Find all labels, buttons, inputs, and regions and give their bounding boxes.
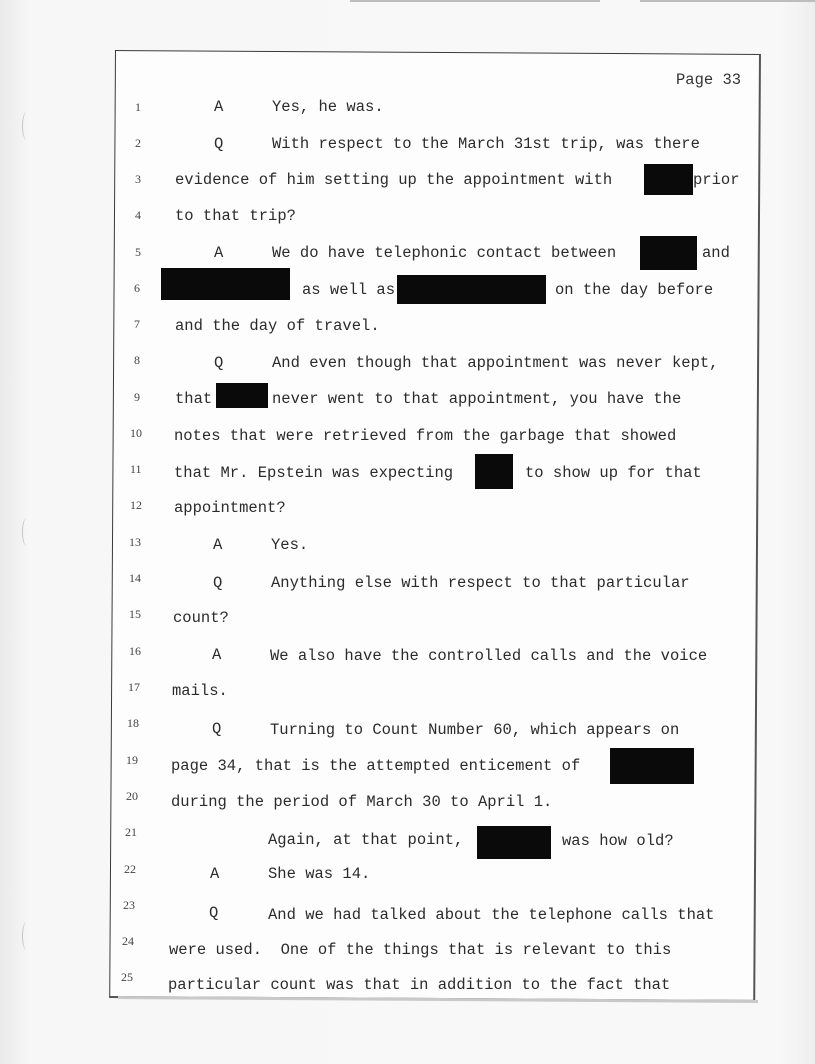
line-number: 9 bbox=[134, 390, 140, 404]
speaker-marker: A bbox=[213, 536, 223, 554]
redaction-box bbox=[477, 826, 551, 859]
transcript-text: Turning to Count Number 60, which appears on bbox=[270, 721, 680, 739]
page-number: Page 33 bbox=[676, 71, 742, 89]
line-number: 23 bbox=[123, 898, 135, 912]
speaker-marker: Q bbox=[212, 720, 222, 738]
line-number: 3 bbox=[135, 172, 141, 186]
speaker-marker: Q bbox=[214, 354, 224, 372]
transcript-text: to show up for that bbox=[525, 464, 702, 482]
line-number: 4 bbox=[135, 208, 141, 222]
line-number: 18 bbox=[127, 716, 139, 730]
transcript-text: Anything else with respect to that particular bbox=[271, 574, 690, 592]
transcript-text: And we had talked about the telephone calls that bbox=[268, 906, 715, 924]
transcript-text: as well as bbox=[302, 281, 396, 299]
line-number: 14 bbox=[129, 571, 141, 585]
line-number: 17 bbox=[128, 680, 140, 694]
transcript-text: And even though that appointment was never kept, bbox=[272, 354, 719, 372]
line-number: 8 bbox=[134, 353, 140, 367]
transcript-text: and bbox=[702, 244, 730, 262]
transcript-text: particular count was that in addition to the fact that bbox=[168, 976, 671, 994]
redaction-box bbox=[644, 164, 693, 195]
line-number: 11 bbox=[130, 462, 142, 476]
line-number: 10 bbox=[130, 426, 142, 440]
transcript-text: page 34, that is the attempted enticement of bbox=[171, 757, 581, 775]
speaker-marker: Q bbox=[209, 904, 219, 922]
scan-edge-line bbox=[640, 0, 815, 2]
line-number: 21 bbox=[125, 825, 137, 839]
redaction-box bbox=[475, 454, 513, 489]
redaction-box bbox=[161, 268, 290, 300]
speaker-marker: A bbox=[214, 244, 224, 262]
binder-hole-mark bbox=[22, 922, 31, 950]
transcript-text: appointment? bbox=[174, 499, 286, 517]
transcript-text: was how old? bbox=[562, 832, 674, 850]
transcript-text: that bbox=[175, 390, 213, 408]
transcript-text: Yes. bbox=[271, 536, 309, 554]
transcript-text: evidence of him setting up the appointment with bbox=[175, 171, 613, 189]
binder-hole-mark bbox=[22, 518, 31, 546]
scan-edge-line bbox=[350, 0, 600, 2]
line-number: 2 bbox=[135, 136, 141, 150]
speaker-marker: A bbox=[210, 865, 220, 883]
transcript-text: Yes, he was. bbox=[272, 98, 384, 116]
line-number: 19 bbox=[126, 753, 138, 767]
transcript-text: With respect to the March 31st trip, was there bbox=[272, 135, 700, 153]
line-number: 6 bbox=[134, 281, 140, 295]
transcript-text: We also have the controlled calls and the voice bbox=[270, 647, 708, 665]
transcript-text: We do have telephonic contact between bbox=[272, 244, 617, 262]
line-number: 15 bbox=[129, 607, 141, 621]
line-number: 20 bbox=[126, 789, 138, 803]
transcript-text: were used. One of the things that is relevant to this bbox=[169, 941, 672, 959]
speaker-marker: Q bbox=[214, 135, 224, 153]
transcript-text: Again, at that point, bbox=[268, 831, 464, 849]
speaker-marker: A bbox=[214, 98, 224, 116]
line-number: 12 bbox=[130, 498, 142, 512]
transcript-text: on the day before bbox=[555, 281, 714, 299]
line-number: 1 bbox=[135, 100, 141, 114]
redaction-box bbox=[216, 383, 268, 408]
transcript-text: never went to that appointment, you have the bbox=[272, 390, 682, 408]
line-number: 7 bbox=[134, 317, 140, 331]
line-number: 22 bbox=[124, 862, 136, 876]
transcript-text: mails. bbox=[172, 682, 228, 700]
transcript-text: count? bbox=[173, 609, 229, 627]
transcript-text: to that trip? bbox=[175, 207, 296, 225]
line-number: 5 bbox=[135, 245, 141, 259]
redaction-box bbox=[397, 275, 546, 304]
speaker-marker: A bbox=[212, 646, 222, 664]
binder-hole-mark bbox=[22, 112, 31, 140]
transcript-text: during the period of March 30 to April 1. bbox=[171, 793, 553, 811]
line-number: 24 bbox=[122, 934, 134, 948]
transcript-text: that Mr. Epstein was expecting bbox=[174, 464, 454, 482]
transcript-text: and the day of travel. bbox=[175, 317, 380, 335]
redaction-box bbox=[640, 236, 697, 270]
transcript-text: She was 14. bbox=[268, 865, 371, 883]
speaker-marker: Q bbox=[213, 574, 223, 592]
line-number: 13 bbox=[129, 535, 141, 549]
transcript-text: prior bbox=[693, 171, 740, 189]
redaction-box bbox=[610, 748, 694, 784]
line-number: 16 bbox=[129, 644, 141, 658]
transcript-text: notes that were retrieved from the garbage that showed bbox=[174, 427, 677, 445]
line-number: 25 bbox=[121, 970, 133, 984]
